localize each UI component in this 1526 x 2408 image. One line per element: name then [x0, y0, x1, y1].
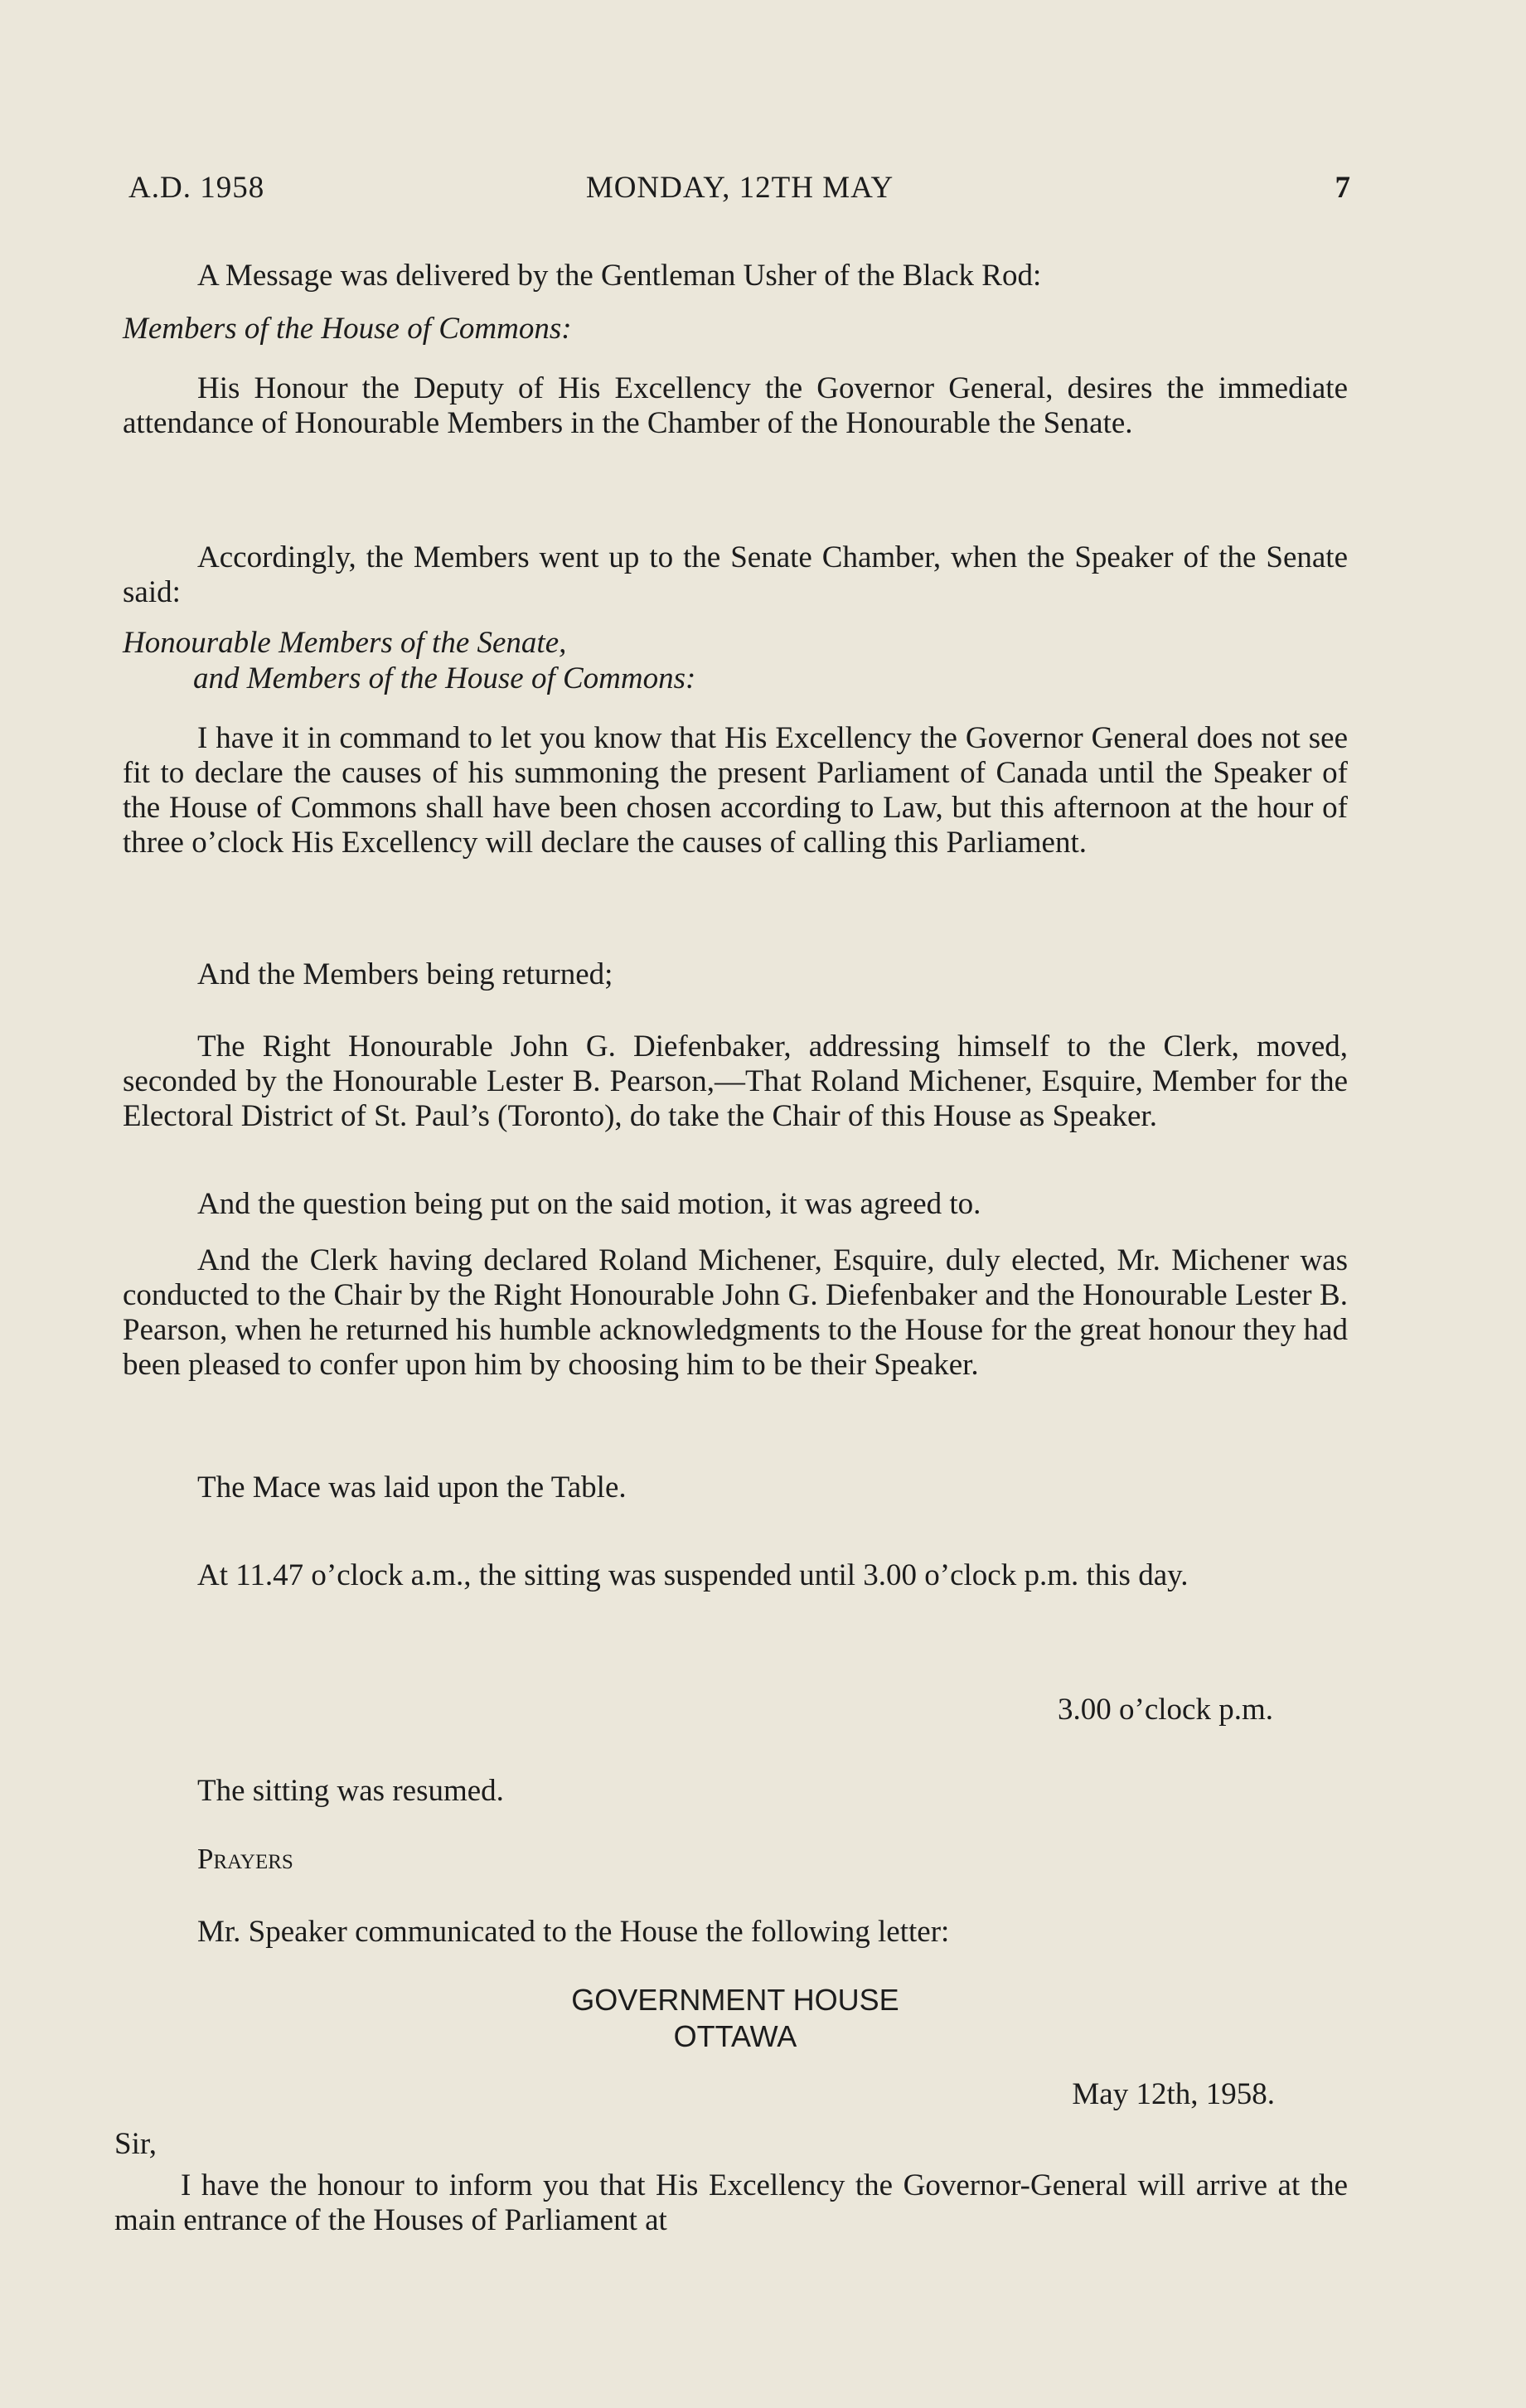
paragraph-deputy: His Honour the Deputy of His Excellency the Governor General, desires the immediate attendance of Honourable Members in the Chamber of the Honourable the Senate. [123, 371, 1348, 440]
paragraph-accordingly: Accordingly, the Members went up to the Senate Chamber, when the Speaker of the Senate said: [123, 540, 1348, 609]
page-number: 7 [1335, 171, 1351, 205]
letter-salutation: Sir, [114, 2127, 157, 2161]
paragraph-command: I have it in command to let you know that His Excellency the Governor General does not see fit to declare the causes of his summoning the present Parliament of Canada until the Speaker of the House of Commons shall have been chosen according to Law, but this afternoon at the hour of three o’clock His Excellency will declare the causes of calling this Parliament. [123, 721, 1348, 860]
paragraph-returned: And the Members being returned; [197, 957, 613, 991]
paragraph-letter-intro: Mr. Speaker communicated to the House the following letter: [197, 1915, 950, 1949]
paragraph-mace: The Mace was laid upon the Table. [197, 1470, 627, 1504]
paragraph-elected: And the Clerk having declared Roland Michener, Esquire, duly elected, Mr. Michener was conducted to the Chair by the Right Honourable John G. Diefenbaker and the Honourable Lester B. Pearson, when he returned his humble acknowledgments to the House for the great honour they had been pleased to confer upon him by choosing him to be their Speaker. [123, 1243, 1348, 1382]
paragraph-motion: The Right Honourable John G. Diefenbaker, addressing himself to the Clerk, moved, seconded by the Honourable Lester B. Pearson,—That Roland Michener, Esquire, Member for the Electoral District of St. Paul’s (Toronto), do take the Chair of this House as Speaker. [123, 1030, 1348, 1133]
letter-heading-government-house: GOVERNMENT HOUSE [571, 1983, 899, 2017]
header-year: A.D. 1958 [128, 171, 265, 205]
prayers-heading: Prayers [197, 1843, 293, 1875]
paragraph-suspended: At 11.47 o’clock a.m., the sitting was suspended until 3.00 o’clock p.m. this day. [197, 1558, 1189, 1592]
address-senate: Honourable Members of the Senate, [123, 626, 567, 660]
time-resumed: 3.00 o’clock p.m. [1058, 1693, 1273, 1727]
paragraph-question: And the question being put on the said motion, it was agreed to. [197, 1187, 981, 1221]
paragraph-letter-body: I have the honour to inform you that His Excellency the Governor-General will arrive at the main entrance of the Houses of Parliament at [114, 2168, 1348, 2237]
letter-heading-ottawa: OTTAWA [673, 2019, 797, 2053]
address-senate-commons: and Members of the House of Commons: [193, 661, 696, 695]
running-header [128, 170, 1351, 211]
header-date: MONDAY, 12TH MAY [585, 171, 894, 205]
paragraph-resumed: The sitting was resumed. [197, 1774, 504, 1808]
paragraph-message: A Message was delivered by the Gentleman Usher of the Black Rod: [197, 259, 1042, 293]
letter-date: May 12th, 1958. [1072, 2077, 1275, 2111]
address-commons: Members of the House of Commons: [123, 312, 572, 346]
